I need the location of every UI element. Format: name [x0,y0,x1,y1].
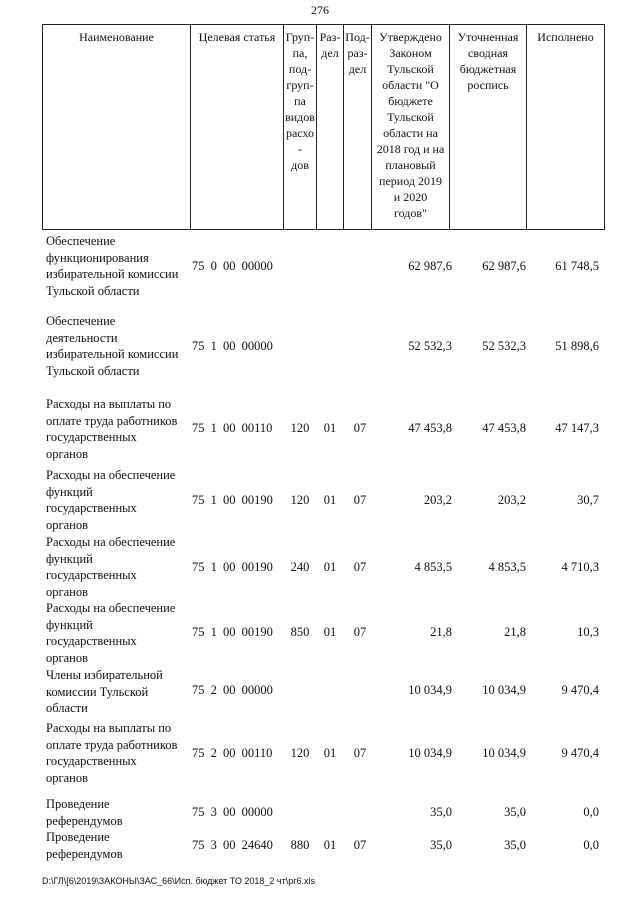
row-subsection: 07 [353,560,367,574]
row-code: 75 3 00 00000 [192,805,273,819]
row-revised: 35,0 [504,838,526,852]
row-executed: 9 470,4 [561,746,599,760]
row-section: 01 [323,421,337,435]
row-code: 75 1 00 00000 [192,339,273,353]
row-approved: 52 532,3 [408,339,452,353]
row-subsection: 07 [353,493,367,507]
row-code: 75 2 00 00110 [192,746,273,760]
row-executed: 0,0 [583,838,599,852]
row-section: 01 [323,746,337,760]
row-executed: 4 710,3 [561,560,599,574]
row-approved: 47 453,8 [408,421,452,435]
row-approved: 35,0 [430,805,452,819]
column-header-subsection: Под- раз- дел [344,25,372,230]
row-executed: 9 470,4 [561,683,599,697]
row-name: Расходы на выплаты по оплате труда работников государственных органов [46,397,178,461]
column-header-approved: Утверждено Законом Тульской области "О бюджете Тульской области на 2018 год и на плановый период 2019 и 2020 годов" [372,25,450,230]
row-section: 01 [323,493,337,507]
row-group: 120 [290,421,310,435]
row-group: 850 [290,625,310,639]
row-revised: 10 034,9 [482,683,526,697]
row-executed: 10,3 [577,625,599,639]
row-code: 75 1 00 00190 [192,625,273,639]
row-name: Обеспечение деятельности избирательной комиссии Тульской области [46,314,179,378]
row-approved: 10 034,9 [408,746,452,760]
row-approved: 4 853,5 [414,560,452,574]
column-header-name: Наименование [43,25,191,230]
column-header-revised: Уточненная сводная бюджетная роспись [450,25,527,230]
column-header-group: Груп- па, под- груп- па видов расхо- дов [284,25,317,230]
row-name: Обеспечение функционирования избирательной комиссии Тульской области [46,234,179,298]
row-name: Проведение референдумов [46,830,123,861]
row-code: 75 1 00 00190 [192,493,273,507]
row-subsection: 07 [353,421,367,435]
row-revised: 203,2 [497,493,526,507]
row-code: 75 0 00 00000 [192,259,273,273]
row-subsection: 07 [353,838,367,852]
row-name: Расходы на обеспечение функций государственных органов [46,535,176,599]
row-revised: 62 987,6 [482,259,526,273]
row-code: 75 2 00 00000 [192,683,273,697]
row-group: 120 [290,746,310,760]
row-name: Расходы на обеспечение функций государственных органов [46,601,176,665]
row-approved: 62 987,6 [408,259,452,273]
row-approved: 35,0 [430,838,452,852]
page-number: 276 [311,3,329,17]
row-approved: 10 034,9 [408,683,452,697]
row-revised: 35,0 [504,805,526,819]
row-name: Члены избирательной комиссии Тульской области [46,668,163,715]
row-executed: 47 147,3 [555,421,599,435]
row-revised: 10 034,9 [482,746,526,760]
row-subsection: 07 [353,625,367,639]
row-subsection: 07 [353,746,367,760]
table-header [42,24,605,230]
row-group: 120 [290,493,310,507]
row-executed: 30,7 [577,493,599,507]
row-section: 01 [323,560,337,574]
file-path-footer: D:\ГЛ\[6\2019\ЗАКОНЫ\ЗАС_66\Исп. бюджет ТО 2018_2 чт\рг6.xls [42,876,315,886]
row-executed: 61 748,5 [555,259,599,273]
row-name: Проведение референдумов [46,797,123,828]
row-section: 01 [323,625,337,639]
row-code: 75 3 00 24640 [192,838,273,852]
row-name: Расходы на обеспечение функций государственных органов [46,468,176,532]
column-header-executed: Исполнено [527,25,605,230]
row-group: 880 [290,838,310,852]
row-code: 75 1 00 00110 [192,421,273,435]
row-group: 240 [290,560,310,574]
column-header-section: Раз- дел [317,25,344,230]
column-header-target: Целевая статья [191,25,284,230]
row-name: Расходы на выплаты по оплате труда работников государственных органов [46,721,178,785]
row-revised: 52 532,3 [482,339,526,353]
row-approved: 21,8 [430,625,452,639]
row-revised: 4 853,5 [488,560,526,574]
row-code: 75 1 00 00190 [192,560,273,574]
row-revised: 47 453,8 [482,421,526,435]
row-executed: 51 898,6 [555,339,599,353]
row-section: 01 [323,838,337,852]
row-revised: 21,8 [504,625,526,639]
row-executed: 0,0 [583,805,599,819]
row-approved: 203,2 [423,493,452,507]
